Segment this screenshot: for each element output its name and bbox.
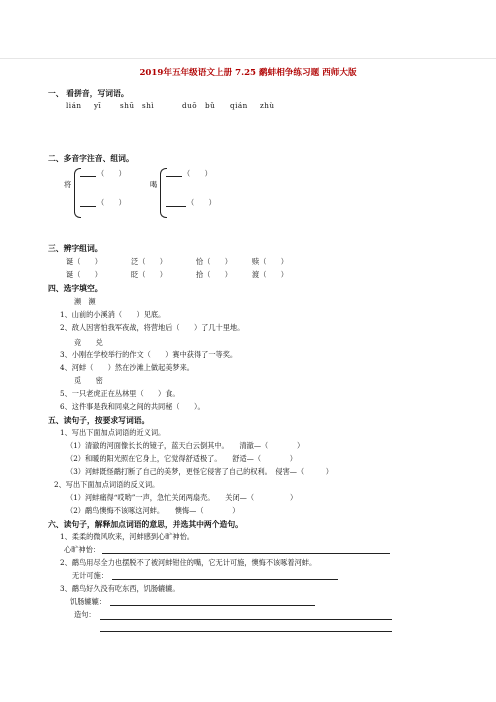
- question: （2）鹬鸟懊悔不该啄这河蚌。 懊悔—（ ）: [66, 506, 240, 515]
- char-pair: 诞（ ）: [66, 257, 102, 266]
- word-options: 觅 密: [74, 376, 103, 385]
- section-2-heading: 二、多音字注音、组词。: [48, 154, 134, 163]
- answer-line: [166, 206, 186, 207]
- pinyin-4: shì: [142, 101, 155, 110]
- answer-line: [80, 206, 96, 207]
- paren-blank: （ ）: [97, 169, 126, 178]
- paren-blank: （ ）: [97, 198, 126, 207]
- question: 1、山前的小溪消（ ）见底。: [60, 310, 166, 319]
- question: 2、鹬鸟用尽全力也摆脱不了被河蚌钳住的嘴，它无计可施，懊悔不该啄着河蚌。: [60, 558, 317, 567]
- section-4-heading: 四、选字填空。: [48, 284, 103, 293]
- answer-label: 心旷神怡：: [64, 545, 100, 554]
- answer-line: [110, 605, 315, 606]
- answer-line: [102, 553, 390, 554]
- char-pair: 恰（ ）: [196, 257, 232, 266]
- pinyin-2: yī: [94, 101, 102, 110]
- answer-label: 无计可施：: [72, 571, 108, 580]
- question: 4、河蚌（ ）然在沙滩上做起美梦来。: [60, 363, 194, 372]
- subheading: 1、写出下面加点词语的近义词。: [60, 428, 166, 437]
- polyphone-char-1: 将: [64, 180, 72, 189]
- char-pair: 渡（ ）: [252, 270, 288, 279]
- char-pair: 眨（ ）: [131, 270, 167, 279]
- word-options: 濒 瀕: [74, 297, 96, 306]
- answer-line: [80, 176, 96, 177]
- section-5-heading: 五、读句子，按要求写词语。: [48, 416, 150, 425]
- subheading: 2、写出下面加点词语的反义词。: [54, 480, 160, 489]
- question: 3、小刚在学校举行的作文（ ）赛中获得了一等奖。: [60, 350, 238, 359]
- question: 2、敌人因害怕我军夜战，将营地后（ ）了几十里地。: [60, 323, 245, 332]
- answer-line: [100, 631, 392, 632]
- section-3-heading: 三、辨字组词。: [48, 244, 103, 253]
- pinyin-5: duō: [182, 101, 198, 110]
- answer-line: [112, 579, 338, 580]
- pinyin-8: zhù: [260, 101, 275, 110]
- question: （3）河蚌既怪鹬打断了自己的美梦，更怪它侵害了自己的权利。 侵害—（ ）: [66, 467, 333, 476]
- char-pair: 泛（ ）: [131, 257, 167, 266]
- paren-blank: （ ）: [183, 169, 212, 178]
- question: （1）清澈的河面像长长的镜子，蓝天白云倒其中。 清澈—（ ）: [66, 441, 305, 450]
- pinyin-7: qián: [230, 101, 248, 110]
- answer-line: [100, 619, 392, 620]
- char-pair: 诞（ ）: [66, 270, 102, 279]
- page-top-rule: [0, 58, 496, 59]
- question: （2）和暖的阳光照在它身上，它觉得舒适极了。 舒适—（ ）: [66, 454, 297, 463]
- section-6-heading: 六、读句子，解释加点词语的意思，并选其中两个造句。: [48, 520, 243, 529]
- pinyin-1: lián: [66, 101, 82, 110]
- char-pair: 赎（ ）: [252, 257, 288, 266]
- paren-blank: （ ）: [187, 198, 216, 207]
- question: （1）河蚌痛得“哎哟”一声，急忙关闭两扇壳。 关闭—（ ）: [66, 493, 298, 502]
- pinyin-6: bǔ: [205, 101, 216, 110]
- question: 6、这件事是我和同桌之间的共同秘（ ）。: [60, 402, 205, 411]
- answer-label: 造句：: [74, 610, 96, 619]
- polyphone-char-2: 喝: [150, 180, 158, 189]
- answer-line: [166, 176, 182, 177]
- question: 1、柔柔的微风吹来，河蚌感到心旷神怡。: [60, 532, 194, 541]
- question: 3、鹬鸟好久没有吃东西，饥肠辘辘。: [60, 584, 180, 593]
- answer-label: 饥肠辘辘：: [70, 597, 106, 606]
- section-1-heading: 一、 看拼音，写词语。: [48, 89, 129, 98]
- char-pair: 拾（ ）: [196, 270, 232, 279]
- question: 5、一只老虎正在丛林里（ ）食。: [60, 389, 180, 398]
- page-title: 2019年五年级语文上册 7.25 鹬蚌相争练习题 西师大版: [139, 68, 357, 78]
- word-options: 竞 兑: [74, 338, 103, 347]
- pinyin-3: shū: [120, 101, 135, 110]
